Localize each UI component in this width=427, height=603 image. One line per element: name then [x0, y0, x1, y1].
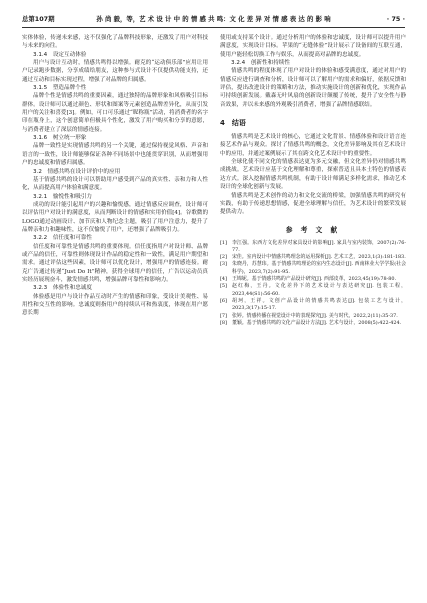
reference-text: 张婷。情感传播在视觉设计中的表现探究[J]. 美与时代，2022,2(11):35-37. — [232, 312, 398, 319]
reference-item — [220, 320, 406, 327]
paragraph-3-2-3-continued: 使用或支持某个设计。通过分析用户的体验和忠诚度，设计师可以提升用户满意度，实现设计目标。苹果的“无缝体验”设计展示了设备间的互联互通，使用户能轻松切换工作与娱乐，从而提高对品牌的忠诚度。 — [220, 35, 406, 58]
references-heading: 参 考 文 献 — [285, 225, 341, 234]
paragraph-conclusion-1: 情感共鸣是艺术设计的核心，它通过文化背景、情感体验和设计语言连接艺术作品与观众。探讨了情感共鸣的概念，文化差异影响及其在艺术设计中的应用，并通过案例展示了其在跨文化艺术设计中的重要性。 — [220, 134, 406, 157]
heading-conclusion: 4 结语 — [220, 119, 246, 128]
heading-3-1-6: 3.1.6 树立统一形象 — [33, 135, 87, 142]
heading-3-2-3: 3.2.3 体验性和忠诚度 — [33, 285, 92, 292]
reference-text: 李江强。东西方文化差异对家具设计的影响[J]. 家具与室内装饰，2007(2):76-77. — [232, 239, 406, 253]
reference-number: [1] — [220, 239, 227, 246]
reference-text: 赵红梅，王丹。文化差异下的艺术设计与表达研究[J]. 包装工程，2023,44(S1):56-60. — [232, 283, 406, 297]
reference-item — [220, 283, 406, 298]
paragraph-intro-continued: 实体体验，传递未来感，这不仅强化了品牌科技形象，还激发了用户对科技与未来的向往。 — [22, 35, 208, 50]
reference-number: [5] — [220, 283, 227, 290]
reference-text: 董颖。基于情感共鸣的文化产品设计方法[J]. 艺术与设计，2008(5):422-424. — [232, 319, 402, 326]
paragraph-3-1-5: 品牌个性是情感共鸣的重要因素，通过独特的品牌形象和风格吸引目标群体。设计师可以通过颜色、形状和图案等元素创造品牌差异化，从而引发用户的关注和喜爱[3]。例如，可口可乐通过“昵称瓶”活动，将消费者的名字印在瓶身上，这个创意简单但极具个性化，激发了用户购买和分享的意愿，与消费者建立了深层的情感连接。 — [22, 93, 208, 133]
issue-number: 总第107期 — [22, 15, 55, 23]
reference-text: 胡珂，王祥。文创产品设计的情感共鸣表达[J]. 包装工艺与设计，2023,3(17):15-17. — [232, 297, 406, 312]
paragraph-3-2-4: 情感共鸣的程度体现了用户对设计的体验和感受满意度，通过对用户的情感反应进行调查和分析，设计师可以了解用户的需求和偏好，依据反馈和评估，提出改进设计的策略和方法，推动实施设计的创新和优化，实现作品可持续创新发展。戴森无叶风扇的创新设计颠覆了传统，提升了安全性与静音效果，并以未来感的外观吸引消费者，增强了品牌情感联结。 — [220, 68, 406, 108]
article-running-title: 孙 尚 毅，等，艺 术 设 计 中 的 情 感 共 鸣：文 化 差 异 对 情 感 表 达 的 影 响 — [96, 15, 331, 23]
heading-3-2-4: 3.2.4 创新性和持续性 — [231, 60, 290, 67]
reference-number: [6] — [220, 297, 227, 304]
reference-number: [4] — [220, 276, 227, 283]
paragraph-3-1-4: 用户与设计互动时，情感共鸣得以增强。耐克的“运动俱乐部”应用让用户记录跑步数据，分享成绩给朋友，这种参与式设计不仅提供功能支持，还通过互动和目标实现过程，增强了对品牌的归属感。 — [22, 60, 208, 83]
paragraph-conclusion-3: 情感共鸣是艺术创作的动力和文化交流的桥梁，加强情感共鸣的研究有实践，有助于传递思想情感，促进全球理解与信任，为艺术设计的繁荣发展提供动力。 — [220, 192, 406, 216]
reference-number: [3] — [220, 261, 227, 268]
right-column — [220, 34, 406, 327]
reference-number: [7] — [220, 312, 227, 319]
reference-item — [220, 240, 406, 255]
running-header — [22, 13, 405, 25]
reference-text: 王锦妮。基于情感共鸣的产品设计研究[J]. 西部皮革，2023,45(19):78-80. — [232, 276, 397, 283]
reference-number: [2] — [220, 254, 227, 261]
reference-text: 朱晓丹，苏慧玮。基于情感共鸣理论的室内生态设计[J]. 西南林业大学学报(社会科学)，2023,7(2):91-95. — [232, 261, 406, 275]
page-number: · 75 · — [386, 15, 405, 23]
heading-3-2: 3.2 情感共鸣在设计评价中的应用 — [33, 168, 121, 175]
reference-item — [220, 261, 406, 276]
paragraph-3-2-3: 体验感是用户与设计作品互动时产生的情感和印象，受设计美观性、易用性和交互性的影响。忠诚度则指用户的持续认可和热衷度，体现在用户愿意长期 — [22, 293, 208, 317]
heading-3-1-5: 3.1.5 塑造品牌个性 — [33, 85, 87, 92]
reference-item — [220, 298, 406, 313]
paragraph-3-2-2: 信任度和可靠性是情感共鸣的重要体现。信任度指用户对设计师、品牌或产品的信任，可靠性则体现设计作品的稳定性和一致性，满足用户期望和需求。通过评估这些因素，设计师可以优化设计，增强用户的情感连接。耐克广告通过传递“Just Do It”精神，获得全球用户的信任，广告以运动员真实经历展现奋斗，激发情感共鸣，增强品牌可靠性和影响力。 — [22, 243, 208, 283]
paragraph-3-2-1: 成功的设计能引起用户的兴趣和愉悦感，通过情感反应调查，设计师可以评估用户对设计的满意度，从而判断设计的情感和实用价值[4]。谷歌微的LOGO通过动画设计、加节庆和人物纪念主题，吸引了用户注意力，提升了品牌亲和力和趣味性，这不仅愉悦了用户，还增强了品牌吸引力。 — [22, 201, 208, 233]
reference-list — [220, 240, 406, 328]
heading-3-2-2: 3.2.2 信任度和可靠性 — [33, 235, 92, 242]
heading-3-2-1: 3.2.1 愉悦性和吸引力 — [33, 193, 92, 200]
heading-3-1-4: 3.1.4 设定互动体验 — [33, 51, 87, 58]
paragraph-conclusion-2: 全球化使不同文化的情感表达更为多元交融，但文化差异仍对情感共鸣成挑战。艺术设计应基于文化理解和尊重，探索普适且具本土特色的情感表达方式。深入挖掘情感共鸣机制，有助于设计师满足多样化需求，推动艺术设计的全球化创新与发展。 — [220, 159, 406, 191]
paragraph-3-2: 基于情感共鸣的设计可以帮助用户感受到产品的真实性、亲和力和人性化，从而提高用户体验和满意度。 — [22, 176, 208, 192]
reference-number: [8] — [220, 319, 227, 326]
reference-item — [220, 313, 406, 320]
paragraph-3-1-6: 品牌一致性是实现情感共鸣的另一个关键，通过保持视觉风格、声音和语言的一致性，设计师能够保证各种不同场景中也能贯穿识别，从而增强用户的忠诚度和情感归属感。 — [22, 143, 208, 167]
header-rule — [22, 27, 405, 28]
reference-text: 宋佳。室内设计中情感共鸣理念的运用探析[J]. 艺术工艺，2023,1(3):181-183. — [232, 254, 406, 261]
left-column — [22, 34, 208, 318]
